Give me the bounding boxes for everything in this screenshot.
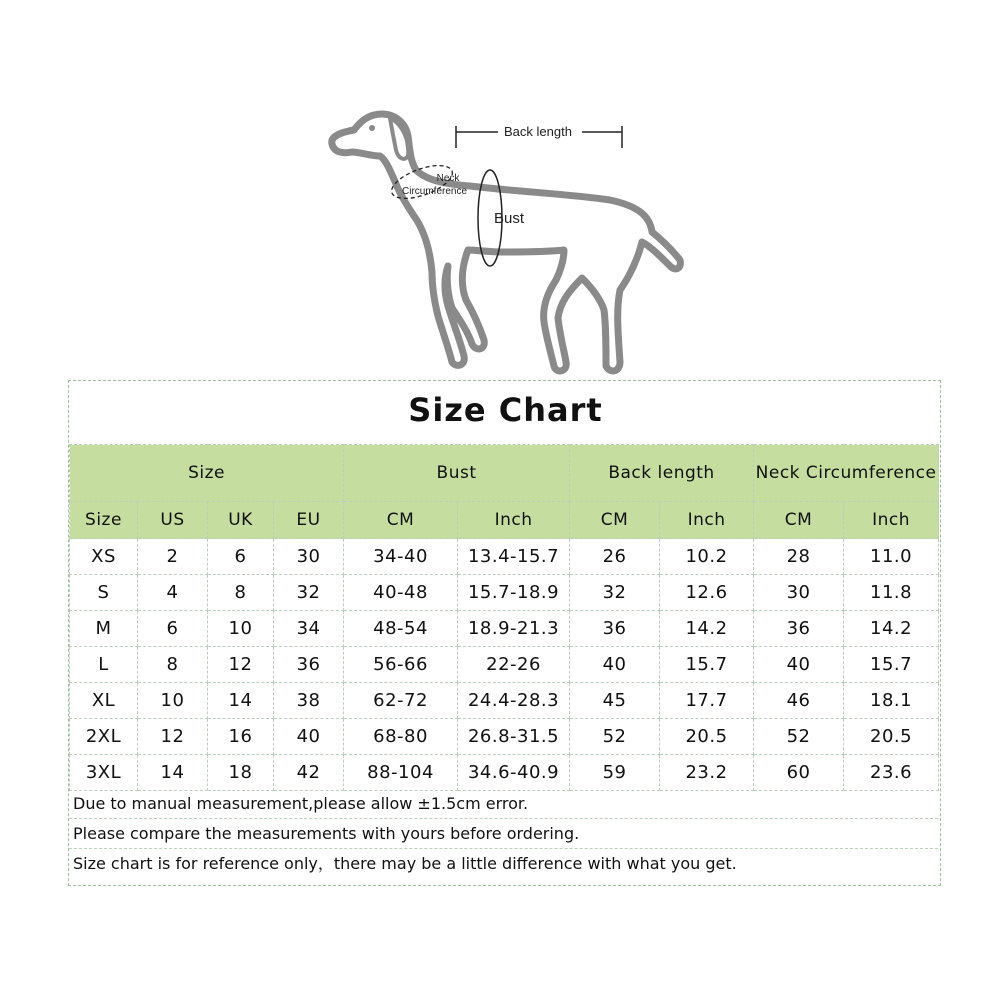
table-cell: 22-26 <box>458 647 570 683</box>
table-cell: 10 <box>208 611 274 647</box>
table-cell: 36 <box>570 611 660 647</box>
table-cell: 20.5 <box>660 719 754 755</box>
table-cell: 40 <box>570 647 660 683</box>
notes-section <box>69 789 938 878</box>
group-header-size: Size <box>70 445 344 502</box>
sub-header-cell: CM <box>754 502 844 539</box>
table-cell: 6 <box>208 539 274 575</box>
table-row <box>70 611 939 647</box>
table-cell: 26 <box>570 539 660 575</box>
table-cell: 40-48 <box>344 575 458 611</box>
table-cell: 36 <box>274 647 344 683</box>
table-cell: 13.4-15.7 <box>458 539 570 575</box>
sub-header-cell: CM <box>344 502 458 539</box>
table-cell: 68-80 <box>344 719 458 755</box>
table-cell: 48-54 <box>344 611 458 647</box>
dog-outline-icon <box>320 100 700 390</box>
table-cell: 34 <box>274 611 344 647</box>
chart-title: Size Chart <box>408 391 603 429</box>
table-body <box>70 539 939 791</box>
table-cell: 34-40 <box>344 539 458 575</box>
dog-measurement-diagram <box>320 100 700 390</box>
table-cell: 32 <box>274 575 344 611</box>
note-line: Size chart is for reference only，there may be a little difference with what you get. <box>73 854 737 873</box>
table-row <box>70 719 939 755</box>
table-cell: 2 <box>138 539 208 575</box>
dog-eye <box>369 125 375 131</box>
table-cell: XL <box>70 683 138 719</box>
bust-label: Bust <box>494 210 525 227</box>
table-row <box>70 647 939 683</box>
table-cell: 14.2 <box>844 611 939 647</box>
note-line: Please compare the measurements with yours before ordering. <box>69 819 938 849</box>
size-chart <box>68 380 941 886</box>
table-cell: 34.6-40.9 <box>458 755 570 791</box>
table-cell: 15.7 <box>844 647 939 683</box>
table-cell: 2XL <box>70 719 138 755</box>
table-cell: 10.2 <box>660 539 754 575</box>
group-header-row <box>70 445 939 502</box>
sub-header-cell: Inch <box>458 502 570 539</box>
table-cell: 11.8 <box>844 575 939 611</box>
sub-header-cell: UK <box>208 502 274 539</box>
table-cell: 24.4-28.3 <box>458 683 570 719</box>
table-cell: 12.6 <box>660 575 754 611</box>
sub-header-cell: US <box>138 502 208 539</box>
table-cell: 18.1 <box>844 683 939 719</box>
size-table <box>69 444 939 791</box>
neck-label-line2: Circumference <box>402 186 468 197</box>
sub-header-cell: Inch <box>844 502 939 539</box>
table-cell: 4 <box>138 575 208 611</box>
table-cell: 40 <box>274 719 344 755</box>
table-cell: L <box>70 647 138 683</box>
table-cell: 12 <box>138 719 208 755</box>
table-cell: 12 <box>208 647 274 683</box>
table-cell: 6 <box>138 611 208 647</box>
table-cell: 17.7 <box>660 683 754 719</box>
sub-header-cell: Inch <box>660 502 754 539</box>
sub-header-row <box>70 502 939 539</box>
table-cell: 30 <box>754 575 844 611</box>
table-cell: 15.7 <box>660 647 754 683</box>
sub-header-cell: Size <box>70 502 138 539</box>
table-cell: 18 <box>208 755 274 791</box>
table-row <box>70 755 939 791</box>
group-header-bust: Bust <box>344 445 570 502</box>
dog-body-outline <box>332 114 681 371</box>
table-cell: 26.8-31.5 <box>458 719 570 755</box>
table-row <box>70 539 939 575</box>
neck-label-line1: Neck <box>436 173 460 184</box>
table-cell: 46 <box>754 683 844 719</box>
sub-header-cell: EU <box>274 502 344 539</box>
table-cell: 52 <box>754 719 844 755</box>
table-cell: 88-104 <box>344 755 458 791</box>
table-cell: 18.9-21.3 <box>458 611 570 647</box>
table-cell: 56-66 <box>344 647 458 683</box>
note-line: Due to manual measurement,please allow ±1.5cm error. <box>69 789 938 819</box>
table-cell: 16 <box>208 719 274 755</box>
table-cell: 23.6 <box>844 755 939 791</box>
sub-header-cell: CM <box>570 502 660 539</box>
table-cell: 52 <box>570 719 660 755</box>
group-header-neck: Neck Circumference <box>754 445 939 502</box>
table-cell: 62-72 <box>344 683 458 719</box>
table-cell: 20.5 <box>844 719 939 755</box>
table-cell: 59 <box>570 755 660 791</box>
table-cell: 14.2 <box>660 611 754 647</box>
table-cell: 15.7-18.9 <box>458 575 570 611</box>
table-cell: 42 <box>274 755 344 791</box>
table-cell: 28 <box>754 539 844 575</box>
table-cell: 60 <box>754 755 844 791</box>
table-cell: 38 <box>274 683 344 719</box>
table-cell: 8 <box>138 647 208 683</box>
table-cell: M <box>70 611 138 647</box>
table-cell: 8 <box>208 575 274 611</box>
table-cell: 14 <box>138 755 208 791</box>
table-cell: XS <box>70 539 138 575</box>
table-cell: 36 <box>754 611 844 647</box>
back-length-label: Back length <box>504 124 572 139</box>
group-header-back-length: Back length <box>570 445 754 502</box>
table-cell: 45 <box>570 683 660 719</box>
table-cell: 32 <box>570 575 660 611</box>
table-cell: 10 <box>138 683 208 719</box>
table-row <box>70 575 939 611</box>
table-cell: 14 <box>208 683 274 719</box>
table-cell: 11.0 <box>844 539 939 575</box>
table-cell: 40 <box>754 647 844 683</box>
table-row <box>70 683 939 719</box>
table-cell: 30 <box>274 539 344 575</box>
table-cell: S <box>70 575 138 611</box>
table-cell: 3XL <box>70 755 138 791</box>
table-cell: 23.2 <box>660 755 754 791</box>
